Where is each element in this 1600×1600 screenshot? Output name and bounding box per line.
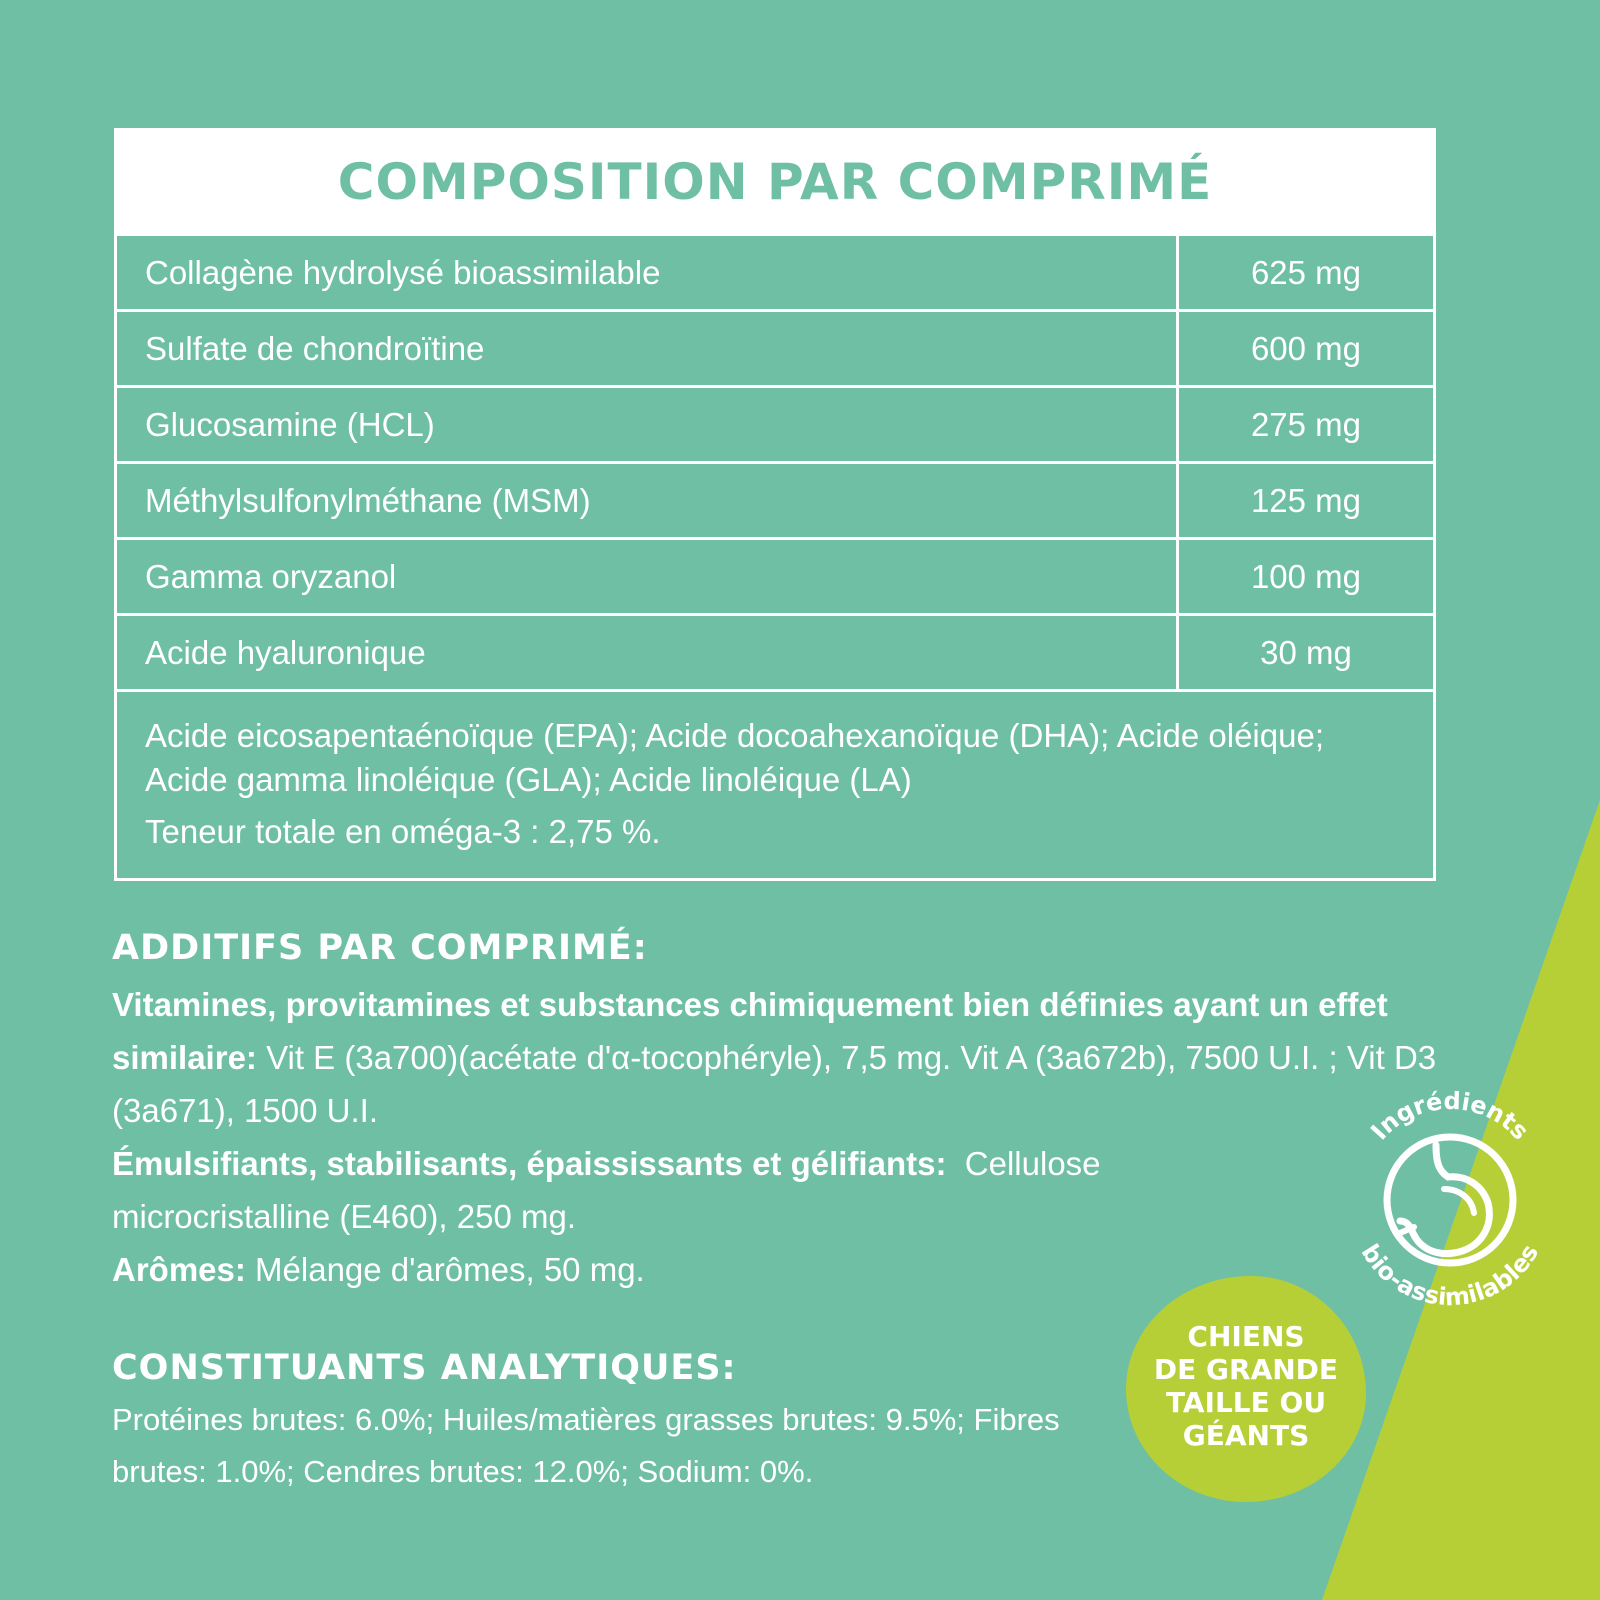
emulsifiers-text: Cellulose microcristalline (E460), 250 mg. — [112, 1145, 1110, 1235]
vitamins-label: Vitamines, provitamines et substances chimiquement bien définies ayant un effet similaire: — [112, 986, 1388, 1076]
constituants-text: Protéines brutes: 6.0%; Huiles/matières grasses brutes: 9.5%; Fibres brutes: 1.0%; Cendres brutes: 12.0%; Sodium: 0%. — [112, 1402, 1060, 1489]
badge-line: CHIENS — [1187, 1320, 1305, 1353]
composition-title: COMPOSITION PAR COMPRIMÉ — [117, 131, 1433, 233]
composition-row — [117, 233, 1433, 309]
ingredient-qty: 600 mg — [1250, 329, 1362, 367]
composition-table — [114, 128, 1436, 881]
ingredient-qty: 100 mg — [1250, 557, 1362, 595]
stomach-icon — [1387, 1137, 1513, 1263]
ingredient-name: Gamma oryzanol — [117, 540, 1179, 613]
constituants-section — [112, 1348, 1112, 1498]
composition-row — [117, 385, 1433, 461]
bio-ingredients-badge — [1340, 1085, 1560, 1315]
badge-line: TAILLE OU — [1165, 1386, 1327, 1419]
bio-badge-top-text: Ingrédients — [1365, 1086, 1535, 1146]
ingredient-name: Acide hyaluronique — [117, 616, 1179, 689]
omega3-total: Teneur totale en oméga-3 : 2,75 %. — [145, 813, 661, 850]
additifs-section — [112, 928, 1442, 1296]
ingredient-name: Collagène hydrolysé bioassimilable — [117, 236, 1179, 309]
ingredient-qty: 625 mg — [1250, 253, 1362, 291]
ingredient-name: Sulfate de chondroïtine — [117, 312, 1179, 385]
large-dogs-label — [1126, 1320, 1366, 1452]
constituants-heading: CONSTITUANTS ANALYTIQUES: — [112, 1348, 737, 1388]
composition-row — [117, 309, 1433, 385]
ingredient-name: Méthylsulfonylméthane (MSM) — [117, 464, 1179, 537]
emulsifiers-paragraph — [112, 1137, 1222, 1243]
additifs-heading: ADDITIFS PAR COMPRIMÉ: — [112, 928, 648, 968]
vitamins-text: Vit E (3a700)(acétate d'α-tocophéryle), 7,5 mg. Vit A (3a672b), 7500 U.I. ; Vit D3 (3a671), 1500 U.I. — [112, 1039, 1437, 1129]
badge-line: DE GRANDE — [1153, 1353, 1339, 1386]
composition-row — [117, 461, 1433, 537]
ingredient-name: Glucosamine (HCL) — [117, 388, 1179, 461]
bio-badge-bottom-text: bio-assimilables — [1355, 1239, 1545, 1312]
composition-row — [117, 537, 1433, 613]
ingredient-qty: 125 mg — [1250, 481, 1362, 519]
vitamins-paragraph — [112, 978, 1442, 1137]
composition-row — [117, 613, 1433, 689]
aromas-label: Arômes: — [112, 1251, 246, 1288]
ingredient-qty: 275 mg — [1250, 405, 1362, 443]
fatty-acids-note — [117, 689, 1433, 878]
large-dogs-badge — [1126, 1276, 1366, 1502]
badge-line: GÉANTS — [1182, 1419, 1310, 1452]
ingredient-qty: 30 mg — [1260, 633, 1352, 671]
additifs-body — [112, 978, 1442, 1296]
emulsifiers-label: Émulsifiants, stabilisants, épaississants et gélifiants: — [112, 1145, 947, 1182]
aromas-text: Mélange d'arômes, 50 mg. — [245, 1251, 645, 1288]
fatty-acids-list: Acide eicosapentaénoïque (EPA); Acide docoahexanoïque (DHA); Acide oléique; Acide gamma linoléique (GLA); Acide linoléique (LA) — [145, 717, 1324, 798]
